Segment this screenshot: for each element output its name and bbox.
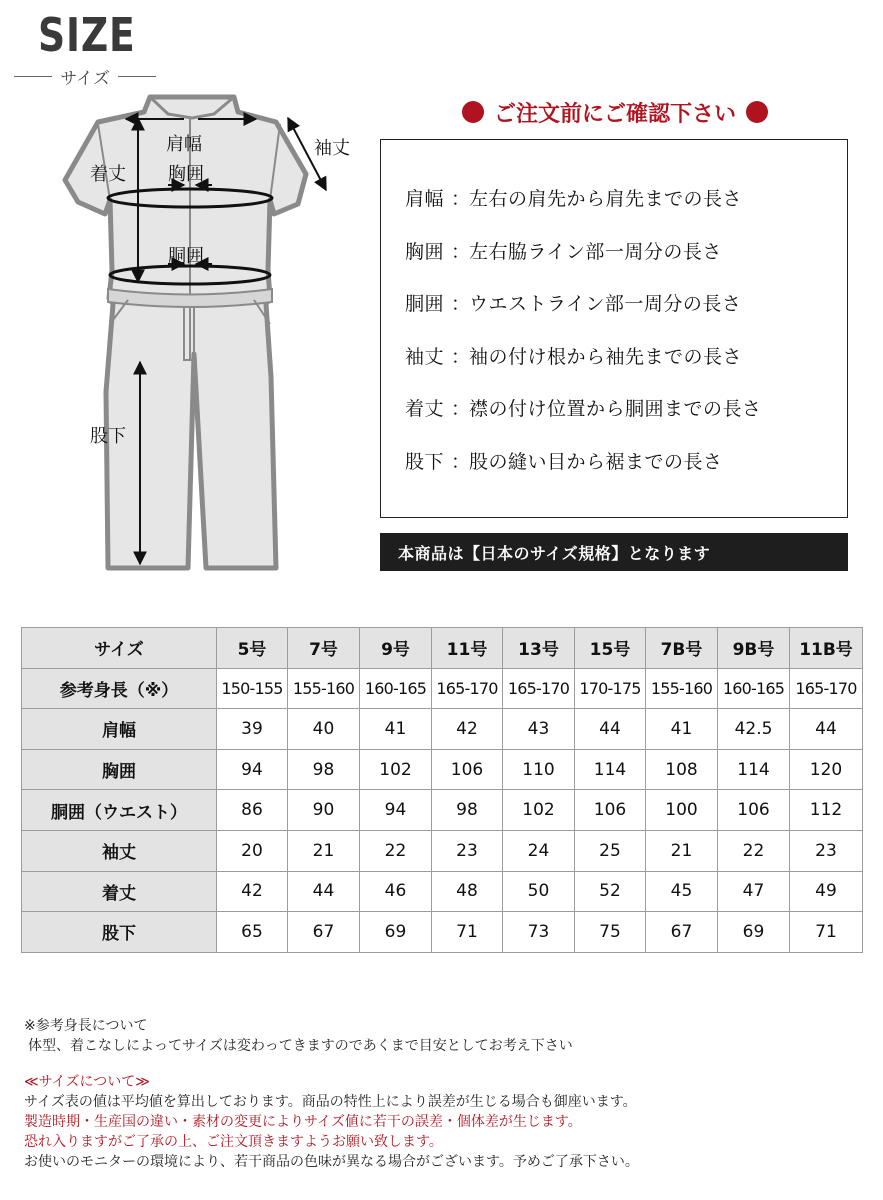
table-cell: 67 bbox=[288, 912, 360, 953]
definition-colon: ： bbox=[451, 398, 471, 421]
definition-colon: ： bbox=[451, 450, 471, 473]
table-cell: 52 bbox=[575, 871, 646, 912]
row-label: 着丈 bbox=[22, 871, 217, 912]
row-label: 袖丈 bbox=[22, 830, 217, 871]
size-header-cell: 7B号 bbox=[646, 628, 718, 669]
notes-section bbox=[24, 1016, 639, 1172]
chest-label: 胸囲 bbox=[168, 164, 204, 185]
definition-row bbox=[405, 237, 847, 290]
size-header-cell: 7号 bbox=[288, 628, 360, 669]
table-cell: 50 bbox=[503, 871, 575, 912]
table-cell: 42 bbox=[432, 709, 503, 750]
table-cell: 114 bbox=[718, 749, 790, 790]
table-cell: 94 bbox=[217, 749, 288, 790]
size-subtitle bbox=[14, 64, 156, 89]
table-cell: 150-155 bbox=[217, 668, 288, 709]
table-cell: 102 bbox=[360, 749, 432, 790]
table-cell: 43 bbox=[503, 709, 575, 750]
definition-row bbox=[405, 289, 847, 342]
size-header-cell: 11号 bbox=[432, 628, 503, 669]
table-cell: 41 bbox=[646, 709, 718, 750]
notice-heading-text: ご注文前にご確認下さい bbox=[493, 101, 736, 127]
size-notes-title: ≪サイズについて≫ bbox=[24, 1074, 150, 1090]
table-cell: 20 bbox=[217, 830, 288, 871]
ref-height-title: ※参考身長について bbox=[24, 1018, 148, 1034]
table-cell: 114 bbox=[575, 749, 646, 790]
table-cell: 106 bbox=[718, 790, 790, 831]
size-title: SIZE bbox=[38, 8, 136, 62]
coverall-diagram bbox=[58, 92, 368, 574]
divider bbox=[14, 76, 52, 77]
table-cell: 120 bbox=[790, 749, 863, 790]
table-cell: 71 bbox=[790, 912, 863, 953]
table-cell: 39 bbox=[217, 709, 288, 750]
table-cell: 45 bbox=[646, 871, 718, 912]
sleeve-label: 袖丈 bbox=[314, 138, 350, 159]
size-header-cell: 5号 bbox=[217, 628, 288, 669]
definition-term: 胴囲 bbox=[405, 293, 445, 316]
definition-desc: 左右脇ライン部一周分の長さ bbox=[469, 240, 722, 263]
table-cell: 75 bbox=[575, 912, 646, 953]
table-cell: 67 bbox=[646, 912, 718, 953]
table-cell: 112 bbox=[790, 790, 863, 831]
table-cell: 65 bbox=[217, 912, 288, 953]
table-cell: 106 bbox=[575, 790, 646, 831]
definition-desc: 襟の付け位置から胴囲までの長さ bbox=[469, 398, 762, 421]
table-cell: 22 bbox=[360, 830, 432, 871]
table-cell: 98 bbox=[432, 790, 503, 831]
table-cell: 160-165 bbox=[360, 668, 432, 709]
table-cell: 94 bbox=[360, 790, 432, 831]
table-cell: 160-165 bbox=[718, 668, 790, 709]
table-cell: 44 bbox=[790, 709, 863, 750]
table-cell: 86 bbox=[217, 790, 288, 831]
table-row bbox=[22, 668, 863, 709]
size-table bbox=[21, 627, 863, 953]
definition-term: 股下 bbox=[405, 450, 445, 473]
definition-desc: 袖の付け根から袖先までの長さ bbox=[469, 345, 743, 368]
row-label: 参考身長（※） bbox=[22, 668, 217, 709]
table-header-row bbox=[22, 628, 863, 669]
table-cell: 49 bbox=[790, 871, 863, 912]
table-cell: 155-160 bbox=[646, 668, 718, 709]
table-cell: 170-175 bbox=[575, 668, 646, 709]
definition-term: 着丈 bbox=[405, 398, 445, 421]
size-standard-banner: 本商品は【日本のサイズ規格】となります bbox=[380, 533, 848, 571]
table-cell: 102 bbox=[503, 790, 575, 831]
definition-desc: 股の縫い目から裾までの長さ bbox=[469, 450, 723, 473]
table-cell: 71 bbox=[432, 912, 503, 953]
definition-desc: ウエストライン部一周分の長さ bbox=[469, 293, 742, 316]
table-cell: 90 bbox=[288, 790, 360, 831]
table-cell: 40 bbox=[288, 709, 360, 750]
size-note-line: 製造時期・生産国の違い・素材の変更によりサイズ値に若干の誤差・個体差が生じます。 bbox=[24, 1114, 582, 1130]
definition-colon: ： bbox=[451, 240, 471, 263]
size-note-line: お使いのモニターの環境により、若干商品の色味が異なる場合がございます。予めご了承下さい。 bbox=[24, 1154, 639, 1170]
table-cell: 46 bbox=[360, 871, 432, 912]
size-note-line: サイズ表の値は平均値を算出しております。商品の特性上により誤差が生じる場合も御座います。 bbox=[24, 1094, 637, 1110]
table-cell: 44 bbox=[575, 709, 646, 750]
table-cell: 110 bbox=[503, 749, 575, 790]
table-cell: 21 bbox=[646, 830, 718, 871]
definition-row bbox=[405, 447, 847, 500]
table-cell: 24 bbox=[503, 830, 575, 871]
definition-colon: ： bbox=[451, 345, 471, 368]
table-row bbox=[22, 912, 863, 953]
table-cell: 100 bbox=[646, 790, 718, 831]
definition-row bbox=[405, 342, 847, 395]
definition-row bbox=[405, 394, 847, 447]
size-note-line: 恐れ入りますがご了承の上、ご注文頂きますようお願い致します。 bbox=[24, 1134, 443, 1150]
table-cell: 155-160 bbox=[288, 668, 360, 709]
table-cell: 23 bbox=[432, 830, 503, 871]
inseam-label: 股下 bbox=[90, 426, 126, 447]
size-header-cell: 13号 bbox=[503, 628, 575, 669]
table-cell: 44 bbox=[288, 871, 360, 912]
size-header-label: サイズ bbox=[22, 628, 217, 669]
row-label: 胴囲（ウエスト） bbox=[22, 790, 217, 831]
bullet-dot-icon bbox=[746, 101, 768, 123]
divider bbox=[118, 76, 156, 77]
length-label: 着丈 bbox=[90, 164, 126, 185]
table-row bbox=[22, 709, 863, 750]
table-cell: 106 bbox=[432, 749, 503, 790]
definition-colon: ： bbox=[451, 188, 471, 210]
table-cell: 42.5 bbox=[718, 709, 790, 750]
table-row bbox=[22, 790, 863, 831]
size-header-cell: 15号 bbox=[575, 628, 646, 669]
size-header-cell: 9B号 bbox=[718, 628, 790, 669]
table-cell: 47 bbox=[718, 871, 790, 912]
row-label: 肩幅 bbox=[22, 709, 217, 750]
table-cell: 23 bbox=[790, 830, 863, 871]
row-label: 胸囲 bbox=[22, 749, 217, 790]
bullet-dot-icon bbox=[462, 101, 484, 123]
size-header-cell: 11B号 bbox=[790, 628, 863, 669]
definition-term: 袖丈 bbox=[405, 345, 445, 368]
table-row bbox=[22, 749, 863, 790]
table-cell: 98 bbox=[288, 749, 360, 790]
table-cell: 165-170 bbox=[790, 668, 863, 709]
waist-label: 胴囲 bbox=[168, 246, 204, 267]
definition-term: 肩幅 bbox=[405, 188, 445, 210]
row-label: 股下 bbox=[22, 912, 217, 953]
table-cell: 108 bbox=[646, 749, 718, 790]
size-header-cell: 9号 bbox=[360, 628, 432, 669]
table-row bbox=[22, 871, 863, 912]
table-row bbox=[22, 830, 863, 871]
definition-row bbox=[405, 184, 847, 237]
definition-desc: 左右の肩先から肩先までの長さ bbox=[469, 188, 743, 210]
table-cell: 21 bbox=[288, 830, 360, 871]
table-cell: 73 bbox=[503, 912, 575, 953]
table-cell: 22 bbox=[718, 830, 790, 871]
definition-box bbox=[380, 139, 848, 518]
table-cell: 41 bbox=[360, 709, 432, 750]
definition-colon: ： bbox=[451, 293, 471, 316]
table-cell: 165-170 bbox=[432, 668, 503, 709]
table-cell: 48 bbox=[432, 871, 503, 912]
ref-height-body: 体型、着こなしによってサイズは変わってきますのであくまで目安としてお考え下さい bbox=[28, 1038, 573, 1054]
table-cell: 165-170 bbox=[503, 668, 575, 709]
subtitle-text: サイズ bbox=[60, 69, 110, 89]
shoulder-label: 肩幅 bbox=[166, 134, 202, 155]
table-cell: 69 bbox=[360, 912, 432, 953]
table-cell: 25 bbox=[575, 830, 646, 871]
table-cell: 69 bbox=[718, 912, 790, 953]
table-cell: 42 bbox=[217, 871, 288, 912]
definition-term: 胸囲 bbox=[405, 240, 445, 263]
notice-heading bbox=[412, 96, 818, 128]
